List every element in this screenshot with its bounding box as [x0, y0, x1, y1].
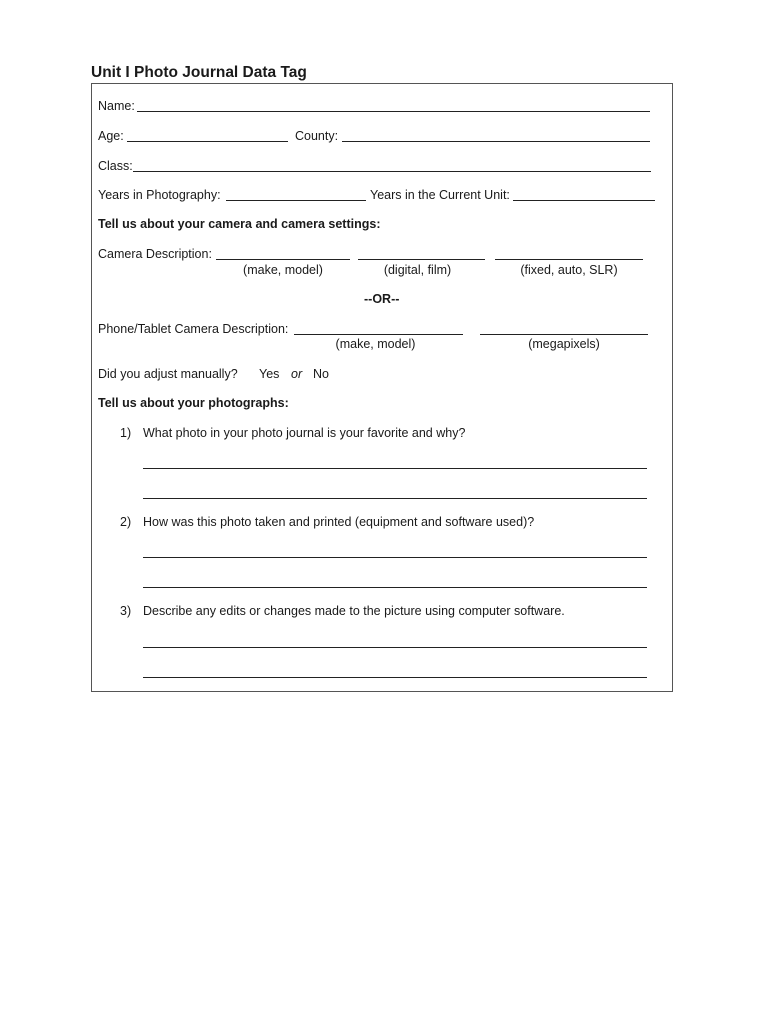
yes-option[interactable]: Yes [259, 367, 280, 381]
phone-make-model-field[interactable] [294, 334, 463, 335]
adjust-manually-label: Did you adjust manually? [98, 367, 238, 381]
years-unit-field[interactable] [513, 200, 655, 201]
county-label: County: [295, 129, 339, 143]
question-1-answer-line-1[interactable] [143, 468, 647, 469]
class-label: Class: [98, 159, 133, 173]
question-2-text: How was this photo taken and printed (equipment and software used)? [143, 515, 535, 529]
caption-digital-film: (digital, film) [383, 263, 452, 277]
question-3-answer-line-1[interactable] [143, 647, 647, 648]
years-photography-label: Years in Photography: [98, 188, 221, 202]
camera-fixed-auto-slr-field[interactable] [495, 259, 643, 260]
caption-fixed-auto-slr: (fixed, auto, SLR) [520, 263, 618, 277]
caption-make-model: (make, model) [243, 263, 323, 277]
or-word: or [291, 367, 303, 381]
camera-heading: Tell us about your camera and camera settings: [98, 217, 381, 231]
question-2-number: 2) [120, 515, 132, 529]
no-option[interactable]: No [313, 367, 329, 381]
question-2-answer-line-2[interactable] [143, 587, 647, 588]
question-2-answer-line-1[interactable] [143, 557, 647, 558]
years-unit-label: Years in the Current Unit: [370, 188, 510, 202]
caption-megapixels: (megapixels) [528, 337, 600, 351]
age-field[interactable] [127, 141, 288, 142]
age-label: Age: [98, 129, 124, 143]
phone-camera-label: Phone/Tablet Camera Description: [98, 322, 289, 336]
page-title: Unit I Photo Journal Data Tag [91, 64, 307, 84]
question-1-number: 1) [120, 426, 132, 440]
class-field[interactable] [133, 171, 651, 172]
name-field[interactable] [137, 111, 650, 112]
name-label: Name: [98, 99, 135, 113]
photos-heading: Tell us about your photographs: [98, 396, 289, 410]
years-photography-field[interactable] [226, 200, 366, 201]
question-3-text: Describe any edits or changes made to the picture using computer software. [143, 604, 565, 618]
phone-megapixels-field[interactable] [480, 334, 648, 335]
county-field[interactable] [342, 141, 650, 142]
question-1-text: What photo in your photo journal is your favorite and why? [143, 426, 466, 440]
camera-make-model-field[interactable] [216, 259, 350, 260]
form-frame [91, 83, 673, 692]
question-3-number: 3) [120, 604, 132, 618]
caption-phone-make-model: (make, model) [335, 337, 416, 351]
camera-description-label: Camera Description: [98, 247, 212, 261]
question-1-answer-line-2[interactable] [143, 498, 647, 499]
question-3-answer-line-2[interactable] [143, 677, 647, 678]
camera-digital-film-field[interactable] [358, 259, 485, 260]
or-divider: --OR-- [364, 292, 400, 306]
